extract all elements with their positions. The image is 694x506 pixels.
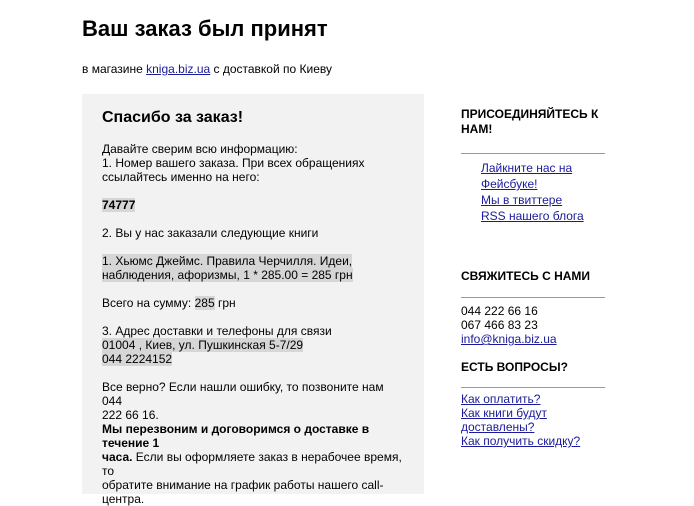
sidebar <box>461 94 605 448</box>
email-link[interactable]: info@kniga.biz.ua <box>461 332 557 346</box>
intro-line: ссылайтесь именно на него: <box>102 170 260 184</box>
total-suffix: грн <box>214 296 236 310</box>
store-link[interactable]: kniga.biz.ua <box>146 62 211 76</box>
total-value: 285 <box>194 296 215 310</box>
total-line <box>102 296 404 310</box>
thanks-heading: Спасибо за заказ! <box>102 109 244 126</box>
address-heading: 3. Адрес доставки и телефоны для связи <box>102 324 332 338</box>
subtitle-suffix: с доставкой по Киеву <box>210 62 333 76</box>
join-heading: ПРИСОЕДИНЯЙТЕСЬ К <box>461 107 599 121</box>
faq-discount-link[interactable]: Как получить скидку? <box>461 434 581 448</box>
divider <box>461 297 605 298</box>
phone-line: 044 2224152 <box>102 352 173 366</box>
total-prefix: Всего на сумму: <box>102 296 195 310</box>
book-line: 1. Хьюмс Джеймс. Правила Черчилля. Идеи, <box>102 254 353 268</box>
divider <box>461 387 605 388</box>
book-line: наблюдения, афоризмы, 1 * 285.00 = 285 грн <box>102 268 353 282</box>
callback-rest: Если вы оформляете заказ в нерабочее время, то <box>102 450 402 478</box>
order-summary-panel <box>82 94 424 506</box>
callback-bold: часа. <box>102 450 133 464</box>
divider <box>461 153 605 154</box>
callback-line: центра. <box>102 492 145 506</box>
address-line: 01004 , Киев, ул. Пушкинская 5-7/29 <box>102 338 304 352</box>
page-title: Ваш заказ был принят <box>82 16 328 41</box>
callback-line: Мы перезвоним и договоримся о доставке в течение 1 <box>102 422 370 450</box>
faq-heading: ЕСТЬ ВОПРОСЫ? <box>461 360 568 374</box>
phone-number: 044 222 66 16 <box>461 304 538 318</box>
rss-link[interactable]: RSS нашего блога <box>481 209 584 223</box>
subtitle <box>82 62 332 76</box>
faq-payment-link[interactable]: Как оплатить? <box>461 392 541 406</box>
facebook-link[interactable]: Лайкните нас на <box>481 161 573 175</box>
callback-line: обратите внимание на график работы нашего call- <box>102 478 384 492</box>
faq-delivery-link[interactable]: доставлены? <box>461 420 535 434</box>
faq-delivery-link[interactable]: Как книги будут <box>461 406 547 420</box>
join-heading: НАМ! <box>461 122 493 136</box>
books-heading: 2. Вы у нас заказали следующие книги <box>102 226 319 240</box>
subtitle-prefix: в магазине <box>82 62 147 76</box>
intro-line: 1. Номер вашего заказа. При всех обращениях <box>102 156 365 170</box>
facebook-link[interactable]: Фейсбуке! <box>481 177 538 191</box>
callback-line <box>102 450 404 478</box>
twitter-link[interactable]: Мы в твиттере <box>481 193 563 207</box>
confirm-line: Все верно? Если нашли ошибку, то позвоните нам 044 <box>102 380 384 408</box>
order-number: 74777 <box>102 198 136 212</box>
phone-number: 067 466 83 23 <box>461 318 538 332</box>
confirm-line: 222 66 16. <box>102 408 159 422</box>
contact-heading: СВЯЖИТЕСЬ С НАМИ <box>461 269 591 283</box>
intro-line: Давайте сверим всю информацию: <box>102 142 298 156</box>
